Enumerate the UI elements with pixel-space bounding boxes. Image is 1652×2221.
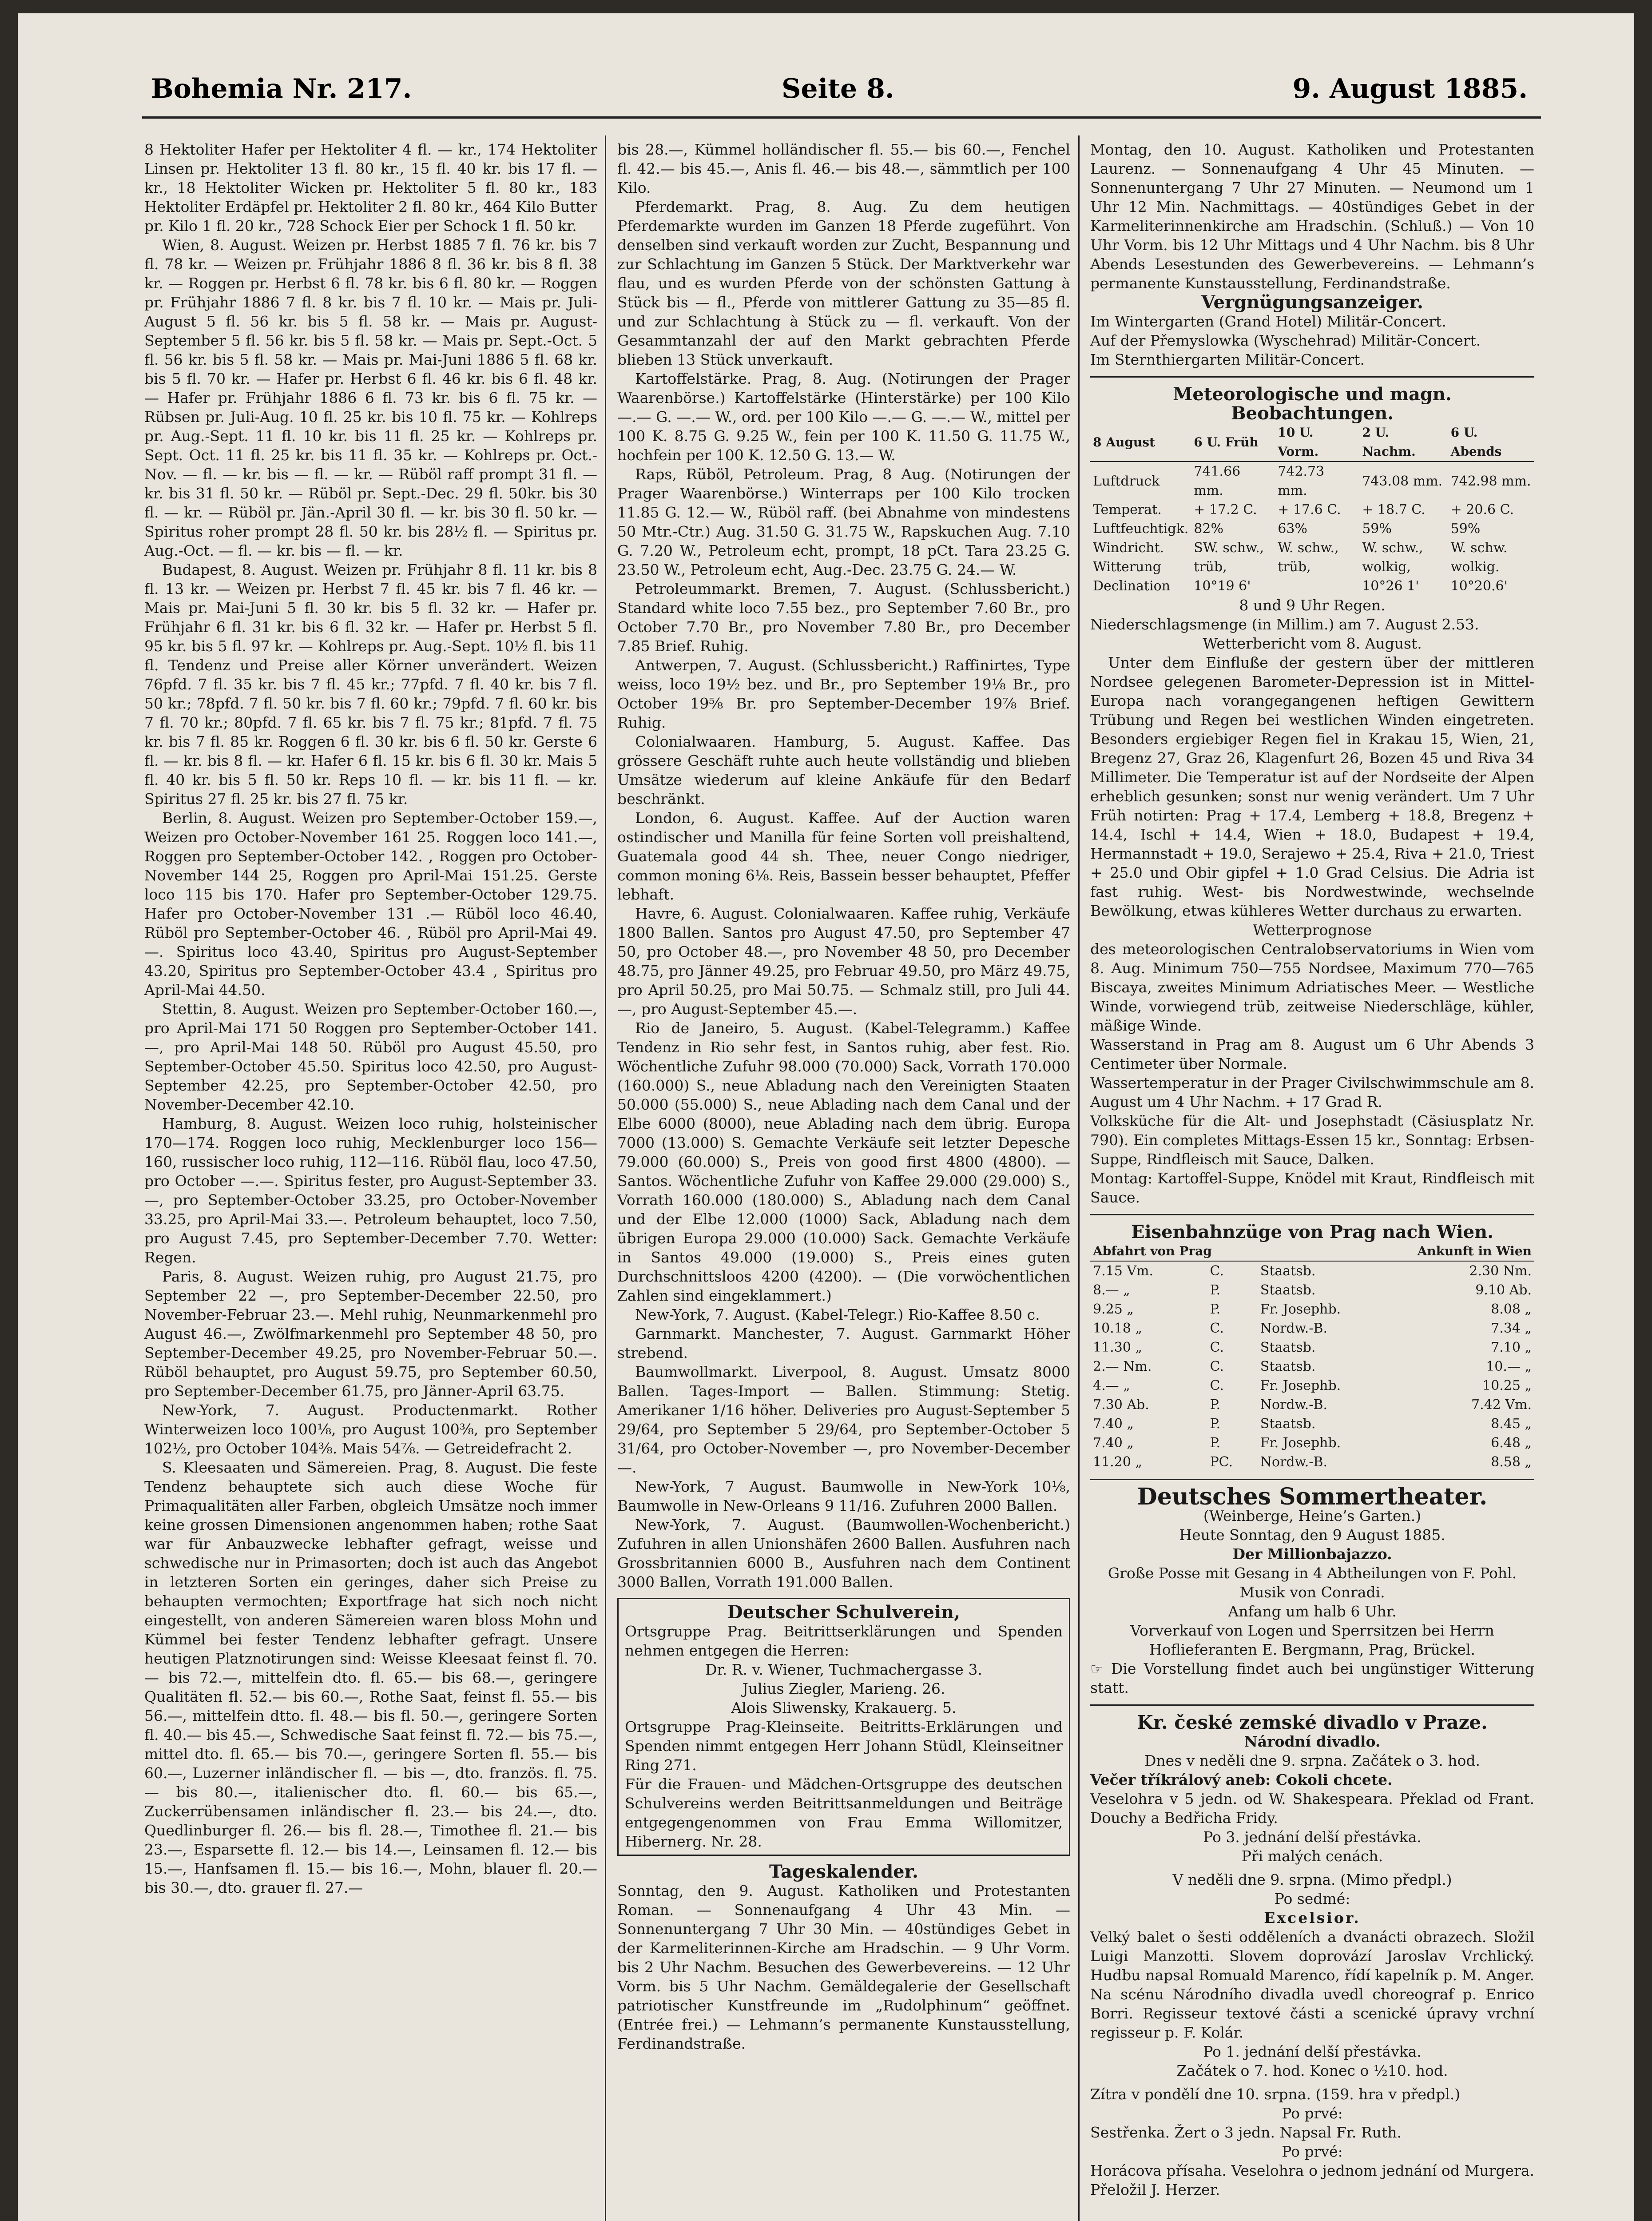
divadlo-subtitle: Národní divadlo. [1244, 1733, 1381, 1750]
table-row [1090, 1300, 1534, 1319]
meteo-cell: + 18.7 C. [1362, 502, 1426, 517]
market-paragraph: Budapest, 8. August. Weizen pr. Frühjahr 8 fl. 11 kr. bis 8 fl. 13 kr. — Weizen pr. Herbst 7 fl. 45 kr. bis 7 fl. 46 kr. — Mais pr. Mai-Juni 5 fl. 30 kr. bis 5 fl. 32 kr. — Hafer pr. Frühjahr 6 fl. 31 kr. bis 6 fl. 32 kr. — Hafer pr. Herbst 5 fl. 95 kr. bis 5 fl. 97 kr. — Kohlreps pr. Aug.-Sept. 10½ fl. bis 11 fl. Tendenz und Preise aller Körner unverändert. Weizen 76pfd. 7 fl. 35 kr. bis 7 fl. 45 kr.; 77pfd. 7 fl. 40 kr. bis 7 fl. 50 kr.; 78pfd. 7 fl. 50 kr. bis 7 fl. 60 kr.; 79pfd. 7 fl. 60 kr. bis 7 fl. 70 kr.; 80pfd. 7 fl. 65 kr. bis 7 fl. 75 kr.; 81pfd. 7 fl. 75 kr. bis 7 fl. 85 kr. Roggen 6 fl. 30 kr. bis 6 fl. 50 kr. Gerste 6 fl. — kr. bis 8 fl. — kr. Hafer 6 fl. 15 kr. bis 6 fl. 30 kr. Mais 5 fl. 40 kr. bis 5 fl. 50 kr. Reps 10 fl. — kr. bis 11 fl. — kr. Spiritus 27 fl. 25 kr. bis 27 fl. 75 kr. [144, 561, 597, 808]
page-header [151, 73, 1528, 115]
meteo-note: Niederschlagsmenge (in Millim.) am 7. August 2.53. [1090, 616, 1479, 633]
meteo-header: 10 U. Vorm. [1275, 423, 1359, 462]
meteo-note: Volksküche für die Alt- und Josephstadt (Cäsiusplatz Nr. 790). Ein completes Mittags-Essen 15 kr., Sonntag: Erbsen-Suppe, Rindfleisch mit Sauce, Dalken. [1090, 1112, 1534, 1168]
eisenbahn-cell: Staatsb. [1260, 1263, 1316, 1279]
meteo-cell: 743.08 mm. [1362, 473, 1443, 489]
eisenbahn-cell: 7.42 Vm. [1471, 1397, 1532, 1413]
meteo-table [1090, 423, 1534, 596]
sommertheater-line: ☞ Die Vorstellung findet auch bei ungünstiger Witterung statt. [1090, 1660, 1534, 1696]
divadlo-line: V neděli dne 9. srpna. (Mimo předpl.) [1172, 1871, 1452, 1888]
meteo-cell: Witterung [1093, 559, 1161, 575]
eisenbahn-cell: PC. [1210, 1454, 1233, 1470]
calendar-monday: Montag, den 10. August. Katholiken und Protestanten Laurenz. — Sonnenaufgang 4 Uhr 45 Minuten. — Sonnenuntergang 7 Uhr 27 Minuten. — Neumond um 1 Uhr 12 Min. Nachmittags. — 40stündiges Gebet in der Karmeliterinnenkirche am Hradschin. (Schluß.) — Von 10 Uhr Vorm. bis 12 Uhr Mittags und 4 Uhr Nachm. bis 8 Uhr Abends Lesestunden des Gewerbevereins. — Lehmann’s permanente Kunstausstellung, Ferdinandstraße. [1090, 141, 1534, 292]
meteo-row [1090, 462, 1534, 500]
table-row [1090, 1261, 1534, 1281]
meteo-cell: W. schw., [1278, 540, 1339, 556]
eisenbahn-cell: Fr. Josephb. [1260, 1435, 1341, 1451]
table-row [1090, 1453, 1534, 1472]
table-row [1090, 1357, 1534, 1376]
eisenbahn-title: Eisenbahnzüge von Prag nach Wien. [1131, 1222, 1494, 1242]
sommertheater-title: Deutsches Sommertheater. [1137, 1483, 1488, 1510]
divadlo-line: Po prvé: [1282, 2105, 1343, 2122]
weather-report: Unter dem Einfluße der gestern über der mittleren Nordsee gelegenen Barometer-Depression ist in Mittel-Europa nach vorangegangenen heftigen Gewittern Trübung und Regen bei westlichen Winden eingetreten. Besonders ergiebiger Regen fiel in Krakau 15, Wien, 21, Bregenz 27, Graz 26, Klagenfurt 26, Bozen 45 und Riva 34 Millimeter. Die Temperatur ist auf der Nordseite der Alpen erheblich gesunken; sonst nur wenig verändert. Um 7 Uhr Früh notirten: Prag + 17.4, Lemberg + 18.8, Bregenz + 14.4, Ischl + 14.4, Wien + 18.0, Budapest + 19.4, Hermannstadt + 19.0, Serajewo + 25.4, Riva + 21.0, Triest + 25.0 und Obir gipfel + 1.0 Grad Celsius. Die Adria ist fast ruhig. West- bis Nordwestwinde, wechselnde Bewölkung, etwas kühleres Wetter durchaus zu erwarten. [1090, 654, 1534, 919]
vergnuegung-line: Im Sternthiergarten Militär-Concert. [1090, 351, 1365, 368]
eisenbahn-table [1090, 1242, 1534, 1472]
eisenbahn-cell: C. [1210, 1263, 1224, 1279]
divadlo-line: Zítra v pondělí dne 10. srpna. (159. hra v předpl.) [1090, 2086, 1461, 2103]
market-paragraph: Hamburg, 8. August. Weizen loco ruhig, holsteinischer 170—174. Roggen loco ruhig, Mecklenburger loco 156—160, russischer loco ruhig, 112—116. Rüböl flau, loco 47.50, pro October —.—. Spiritus fester, pro August-September 33.—, pro September-October 33.25, pro October-November 33.25, pro April-Mai 33.—. Petroleum behauptet, loco 7.50, pro August 7.45, pro September-December 7.70. Wetter: Regen. [144, 1115, 597, 1266]
table-row [1090, 1281, 1534, 1300]
market-paragraph: Raps, Rüböl, Petroleum. Prag, 8 Aug. (Notirungen der Prager Waarenbörse.) Winterraps per 100 Kilo trocken 11.85 G. 12.— W., Rüböl raff. (bei Abnahme von mindestens 50 Mtr.-Ctr.) Aug. 31.50 G. 31.75 W., Rapskuchen Aug. 7.10 G. 7.20 W., Petroleum echt, prompt, 18 pCt. Tara 23.25 G. 23.50 W., Petroleum echt, Aug.-Dec. 23.75 G. 24.— W. [617, 466, 1070, 578]
meteo-cell: wolkig. [1450, 559, 1500, 575]
table-row [1090, 1433, 1534, 1453]
eisenbahn-cell: C. [1210, 1321, 1224, 1336]
eisenbahn-cell: 4.— „ [1093, 1378, 1130, 1393]
eisenbahn-cell: P. [1210, 1282, 1221, 1298]
meteo-row [1090, 519, 1534, 538]
eisenbahn-cell: 7.40 „ [1093, 1416, 1134, 1432]
schulverein-line: Alois Sliwensky, Krakauerg. 5. [731, 1699, 957, 1716]
eisenbahn-header-row [1090, 1242, 1534, 1261]
meteo-cell: 742.98 mm. [1450, 473, 1531, 489]
column-notices [1090, 140, 1534, 2199]
market-paragraph: Wien, 8. August. Weizen pr. Herbst 1885 7 fl. 76 kr. bis 7 fl. 78 kr. — Weizen pr. Frühjahr 1886 8 fl. 36 kr. bis 8 fl. 38 kr. — Roggen pr. Herbst 6 fl. 78 kr. bis 6 fl. 80 kr. — Roggen pr. Frühjahr 1886 7 fl. 8 kr. bis 7 fl. 10 kr. — Mais pr. Juli-August 5 fl. 56 kr. bis 5 fl. 58 kr. — Mais pr. August-September 5 fl. 56 kr. bis 5 fl. 58 kr. — Mais pr. Sept.-Oct. 5 fl. 56 kr. bis 5 fl. 58 kr. — Mais pr. Mai-Juni 1886 5 fl. 68 kr. bis 5 fl. 70 kr. — Hafer pr. Herbst 6 fl. 46 kr. bis 6 fl. 48 kr. — Hafer pr. Frühjahr 1886 6 fl. 73 kr. bis 6 fl. 75 kr. — Rübsen pr. Juli-Aug. 10 fl. 25 kr. bis 10 fl. 75 kr. — Kohlreps pr. Aug.-Sept. 11 fl. 10 kr. bis 11 fl. 25 kr. — Kohlreps pr. Sept. Oct. 11 fl. 25 kr. bis 11 fl. 35 kr. — Kohlreps pr. Oct.-Nov. — fl. — kr. bis — fl. — kr. — Rüböl raff prompt 31 fl. — kr. bis 31 fl. 50 kr. — Rüböl pr. Sept.-Dec. 29 fl. 50kr. bis 30 fl. — kr. — Rüböl pr. Jän.-April 30 fl. — kr. bis 30 fl. 50 kr. — Spiritus roher prompt 28 fl. 50 kr. bis 28½ fl. — Spiritus pr. Aug.-Oct. — fl. — kr. bis — fl. — kr. [144, 236, 597, 559]
section-divider [1090, 1479, 1534, 1480]
meteo-note: des meteorologischen Centralobservatoriums in Wien vom 8. Aug. Minimum 750—755 Nordsee, Maximum 770—765 Biscaya, zweites Minimum Adriatisches Meer. — Westliche Winde, vorwiegend trüb, zeitweise Niederschläge, kühler, mäßige Winde. [1090, 940, 1534, 1034]
meteo-cell: Temperat. [1093, 502, 1162, 517]
market-paragraph: Rio de Janeiro, 5. August. (Kabel-Telegramm.) Kaffee Tendenz in Rio sehr fest, in Santos ruhig, aber fest. Rio. Wöchentliche Zufuhr 98.000 (70.000) Sack, Vorrath 170.000 (160.000) S., neue Abladung nach den Vereinigten Staaten 50.000 (55.000) S., neue Ablading nach dem Canal und der Elbe 6000 (8000), neue Ablading nach dem übrig. Europa 7000 (13.000) S. Gemachte Verkäufe seit letzter Depesche 79.000 (60.000) S., Preis von good first 4800 (4800). — Santos. Wöchentliche Zufuhr von Kaffee 29.000 (29.000) S., Vorrath 160.000 (180.000) S., Abladung nach dem Canal und der Elbe 12.000 (1000) Sack, Abladung nach dem übrigen Europa 29.000 (10.000) Sack. Gemachte Verkäufe in Santos 49.000 (19.000) S., Preis eines guten Durchschnittsloos 4200 (4200). — (Die vorwöchentlichen Zahlen sind eingeklammert.) [617, 1019, 1070, 1304]
eisenbahn-cell: 2.— Nm. [1093, 1359, 1152, 1374]
meteo-cell: + 20.6 C. [1450, 502, 1514, 517]
vergnuegung-line: Auf der Přemyslowka (Wyschehrad) Militär-Concert. [1090, 332, 1481, 349]
meteo-cell: 10°20.6' [1450, 578, 1508, 594]
meteo-cell: 82% [1194, 521, 1223, 537]
meteo-cell: 742.73 mm. [1278, 464, 1325, 498]
market-paragraph: Baumwollmarkt. Liverpool, 8. August. Umsatz 8000 Ballen. Tages-Import — Ballen. Stimmung: Stetig. Amerikaner 1/16 höher. Deliveries pro August-September 5 29/64, pro September 5 29/64, pro September-October 5 31/64, pro October-November —, pro November-December —. [617, 1363, 1070, 1476]
schulverein-title: Deutscher Schulverein, [727, 1602, 961, 1623]
meteo-row [1090, 500, 1534, 519]
sommertheater-line: Heute Sonntag, den 9 August 1885. [1179, 1526, 1446, 1544]
column-rule-1 [605, 135, 606, 2221]
divadlo-line: Sestřenka. Žert o 3 jedn. Napsal Fr. Ruth. [1090, 2124, 1402, 2141]
table-row [1090, 1338, 1534, 1357]
meteo-header: 6 U. Abends [1448, 423, 1534, 462]
market-paragraph: Berlin, 8. August. Weizen pro September-October 159.—, Weizen pro October-November 161 25. Roggen loco 141.—, Roggen pro September-October 142. , Roggen pro October-November 144 25, Roggen pro April-Mai 151.25. Gerste loco 115 bis 170. Hafer pro September-October 129.75. Hafer pro October-November 131 .— Rüböl loco 46.40, Rüböl pro September-October 46. , Rüböl pro April-Mai 49.—. Spiritus loco 43.40, Spiritus pro August-September 43.20, Spiritus pro September-October 43.4 , Spiritus pro April-Mai 44.50. [144, 809, 597, 999]
market-paragraph: Petroleummarkt. Bremen, 7. August. (Schlussbericht.) Standard white loco 7.55 bez., pro September 7.60 Br., pro October 7.70 Br., pro November 7.80 Br., pro December 7.85 Brief. Ruhig. [617, 580, 1070, 655]
tageskalender-text: Sonntag, den 9. August. Katholiken und Protestanten Roman. — Sonnenaufgang 4 Uhr 43 Min. — Sonnenuntergang 7 Uhr 30 Min. — 40stündiges Gebet in der Karmeliterinnen-Kirche am Hradschin. — 9 Uhr Vorm. bis 2 Uhr Nachm. Besuchen des Gewerbevereins. — 12 Uhr Vorm. bis 5 Uhr Nachm. Gemäldegalerie der Gesellschaft patriotischer Kunstfreunde im „Rudolphinum“ geöffnet. (Entrée frei.) — Lehmann’s permanente Kunstausstellung, Ferdinandstraße. [617, 1882, 1070, 2052]
eisenbahn-cell: Fr. Josephb. [1260, 1302, 1341, 1317]
table-row [1090, 1395, 1534, 1414]
eisenbahn-cell: C. [1210, 1340, 1224, 1355]
schulverein-line: Für die Frauen- und Mädchen-Ortsgruppe des deutschen Schulvereins werden Beitrittsanmeldungen und Beiträge entgegengenommen von Frau Emma Willomitzer, Hibernerg. Nr. 28. [625, 1775, 1063, 1850]
eisenbahn-cell: 10.18 „ [1093, 1321, 1142, 1336]
market-paragraph: Pferdemarkt. Prag, 8. Aug. Zu dem heutigen Pferdemarkte wurden im Ganzen 18 Pferde zugeführt. Von denselben sind verkauft worden zur Zucht, Bespannung und zur Schlachtung im Ganzen 5 Stück. Der Marktverkehr war flau, und es wurden Pferde von der schönsten Gattung à Stück bis — fl., Pferde von mittlerer Gattung zu 35—85 fl. und zur Schlachtung à Stück zu — fl. verkauft. Von der Gesammtanzahl der auf den Markt gebrachten Pferde blieben 13 Stück unverkauft. [617, 198, 1070, 368]
divadlo-line: Dnes v neděli dne 9. srpna. Začátek o 3. hod. [1144, 1752, 1481, 1769]
meteo-cell: wolkig, [1362, 559, 1411, 575]
schulverein-line: Dr. R. v. Wiener, Tuchmachergasse 3. [705, 1661, 982, 1678]
eisenbahn-cell: 8.— „ [1093, 1282, 1130, 1298]
eisenbahn-header: Ankunft in Wien [1373, 1242, 1534, 1261]
meteo-title: Meteorologische und magn. Beobachtungen. [1173, 384, 1452, 424]
divadlo-line: Po 1. jednání delší přestávka. [1203, 2043, 1422, 2060]
sommertheater-line: Vorverkauf von Logen und Sperrsitzen bei Herrn Hoflieferanten E. Bergmann, Prag, Brückel. [1130, 1622, 1494, 1658]
meteo-cell: trüb, [1278, 559, 1311, 575]
eisenbahn-cell: P. [1210, 1416, 1221, 1432]
meteo-cell: 10°26 1' [1362, 578, 1419, 594]
eisenbahn-cell: 2.30 Nm. [1469, 1263, 1532, 1279]
meteo-row [1090, 538, 1534, 557]
meteo-row [1090, 557, 1534, 577]
meteo-note: Wetterprognose [1252, 921, 1372, 939]
eisenbahn-cell: P. [1210, 1397, 1221, 1413]
masthead-title: Bohemia Nr. 217. [151, 73, 412, 104]
meteo-cell: + 17.6 C. [1278, 502, 1341, 517]
meteo-note: Wasserstand in Prag am 8. August um 6 Uhr Abends 3 Centimeter über Normale. [1090, 1036, 1534, 1072]
market-paragraph: Colonialwaaren. Hamburg, 5. August. Kaffee. Das grössere Geschäft ruhte auch heute vollständig und blieben Umsätze wiederum auf kleine Ankäufe für den Bedarf beschränkt. [617, 733, 1070, 808]
eisenbahn-cell: Nordw.-B. [1260, 1321, 1328, 1336]
meteo-cell: Windricht. [1093, 540, 1164, 556]
sommertheater-line: (Weinberge, Heine’s Garten.) [1203, 1507, 1422, 1524]
column-rule-2 [1078, 135, 1080, 2221]
eisenbahn-cell: Fr. Josephb. [1260, 1378, 1341, 1393]
eisenbahn-cell: 8.08 „ [1491, 1302, 1532, 1317]
meteo-cell: W. schw., [1362, 540, 1423, 556]
eisenbahn-cell: 7.10 „ [1491, 1340, 1532, 1355]
meteo-cell: Luftdruck [1093, 473, 1160, 489]
eisenbahn-cell: 8.45 „ [1491, 1416, 1532, 1432]
meteo-cell: 63% [1278, 521, 1307, 537]
market-paragraph: London, 6. August. Kaffee. Auf der Auction waren ostindischer und Manilla für feine Sorten voll preishaltend, Guatemala good 44 sh. Thee, neuer Congo niedriger, common moning 6⅛. Reis, Bassein besser behauptet, Pfeffer lebhaft. [617, 809, 1070, 903]
divadlo-line: Velký balet o šesti odděleních a dvanácti obrazech. Složil Luigi Manzotti. Slovem doprovází Jaroslav Vrchlický. Hudbu napsal Romuald Marenco, řídí kapelník p. M. Anger. Na scénu Národního divadla uvedl choreograf p. Enrico Borri. Regisseur textové části a scenické úpravy vrchní regisseur p. F. Kolár. [1090, 1928, 1534, 2041]
eisenbahn-cell: Staatsb. [1260, 1282, 1316, 1298]
eisenbahn-cell: 11.20 „ [1093, 1454, 1142, 1470]
eisenbahn-header: Abfahrt von Prag [1090, 1242, 1258, 1261]
meteo-cell: 741.66 mm. [1194, 464, 1241, 498]
eisenbahn-cell: 6.48 „ [1491, 1435, 1532, 1451]
meteo-row [1090, 577, 1534, 596]
eisenbahn-cell: 10.— „ [1486, 1359, 1532, 1374]
schulverein-line: Ortsgruppe Prag-Kleinseite. Beitritts-Erklärungen und Spenden nimmt entgegen Herr Johann Stüdl, Kleinseitner Ring 271. [625, 1718, 1063, 1774]
table-row [1090, 1414, 1534, 1433]
vergnuegung-title: Vergnügungsanzeiger. [1201, 292, 1423, 313]
eisenbahn-cell: 7.40 „ [1093, 1435, 1134, 1451]
meteo-header: 6 U. Früh [1191, 423, 1275, 462]
meteo-header: 2 U. Nachm. [1359, 423, 1448, 462]
tageskalender-title: Tageskalender. [769, 1861, 918, 1882]
table-row [1090, 1376, 1534, 1395]
market-paragraph: bis 28.—, Kümmel holländischer fl. 55.— bis 60.—, Fenchel fl. 42.— bis 45.—, Anis fl. 46.— bis 48.—, sämmtlich per 100 Kilo. [617, 141, 1070, 196]
eisenbahn-cell: P. [1210, 1435, 1221, 1451]
schulverein-notice [617, 1598, 1070, 1856]
eisenbahn-cell: Staatsb. [1260, 1340, 1316, 1355]
divadlo-line: Excelsior. [1264, 1909, 1361, 1926]
eisenbahn-cell: 9.10 Ab. [1475, 1282, 1532, 1298]
meteo-cell: 10°19 6' [1194, 578, 1251, 594]
sommertheater-line: Große Posse mit Gesang in 4 Abtheilungen von F. Pohl. Musik von Conradi. [1108, 1564, 1517, 1601]
meteo-cell: SW. schw., [1194, 540, 1264, 556]
eisenbahn-cell: 9.25 „ [1093, 1302, 1134, 1317]
eisenbahn-cell: 7.34 „ [1491, 1321, 1532, 1336]
meteo-cell: + 17.2 C. [1194, 502, 1257, 517]
divadlo-title: Kr. české zemské divadlo v Praze. [1137, 1712, 1488, 1733]
market-paragraph: Stettin, 8. August. Weizen pro September-October 160.—, pro April-Mai 171 50 Roggen pro September-October 141.—, pro April-Mai 148 50. Rüböl pro August 45.50, pro September-October 45.50. Spiritus loco 42.50, pro August-September 42.25, pro September-October 42.50, pro November-December 42.10. [144, 1000, 597, 1113]
eisenbahn-cell: 7.15 Vm. [1093, 1263, 1153, 1279]
eisenbahn-cell: 10.25 „ [1482, 1378, 1532, 1393]
market-paragraph: New-York, 7. August. Productenmarkt. Rother Winterweizen loco 100⅛, pro August 100⅜, pro September 102½, pro October 104⅜. Mais 54⅞. — Getreidefracht 2. [144, 1401, 597, 1457]
meteo-cell: trüb, [1194, 559, 1227, 575]
schulverein-line: Julius Ziegler, Marieng. 26. [742, 1680, 945, 1697]
divadlo-line: Po 3. jednání delší přestávka. [1203, 1828, 1422, 1846]
meteo-note: 8 und 9 Uhr Regen. [1239, 597, 1386, 614]
section-divider [1090, 1214, 1534, 1215]
divadlo-line: Veselohra v 5 jedn. od W. Shakespeara. Překlad od Frant. Douchy a Bedřicha Fridy. [1090, 1790, 1534, 1827]
market-paragraph: Garnmarkt. Manchester, 7. August. Garnmarkt Höher strebend. [617, 1325, 1070, 1361]
market-paragraph: S. Kleesaaten und Sämereien. Prag, 8. August. Die feste Tendenz behauptete sich auch diese Woche für Primaqualitäten aller Farben, obgleich Umsätze noch immer keine grossen Dimensionen angenommen haben; rothe Saat war für Anbauzwecke lebhafter gefragt, weisse und schwedische nur in Primasorten; doch ist auch das Angebot in letzteren Sorten ein geringes, daher sich Preise zu behaupten vermochten; Exportfrage hat sich noch nicht eingestellt, von anderen Sämereien waren bloss Mohn und Kümmel bei fester Tendenz lebhafter gefragt. Unsere heutigen Platznotirungen sind: Weisse Kleesaat feinst fl. 70.— bis 72.—, mittelfein dto. fl. 65.— bis 68.—, geringere Qualitäten fl. 52.— bis 60.—, Rothe Saat, feinst fl. 55.— bis 56.—, mittelfein dtto. fl. 48.— bis fl. 50.—, geringere Sorten fl. 40.— bis 45.—, Schwedische Saat feinst fl. 72.— bis 75.—, mittel dto. fl. 65.— bis 70.—, geringere Sorten fl. 55.— bis 60.—, Luzerner inländischer fl. — bis —, dto. französ. fl. 75.— bis 80.—, italienischer dto. fl. 60.— bis 65.—, Zuckerrübensamen inländischer fl. 23.— bis 24.—, dto. Quedlinburger fl. 26.— bis fl. 28.—, Timothee fl. 21.— bis 23.—, Esparsette fl. 12.— bis 14.—, Leinsamen fl. 12.— bis 15.—, Hanfsamen fl. 15.— bis 16.—, Mohn, blauer fl. 20.— bis 30.—, dto. grauer fl. 27.— [144, 1459, 597, 1896]
header-rule [142, 116, 1541, 119]
meteo-cell: 59% [1450, 521, 1481, 537]
eisenbahn-cell: 8.58 „ [1491, 1454, 1532, 1470]
divadlo-line: Začátek o 7. hod. Konec o ½10. hod. [1176, 2062, 1448, 2079]
section-divider [1090, 376, 1534, 378]
eisenbahn-header [1258, 1242, 1373, 1261]
eisenbahn-cell: C. [1210, 1359, 1224, 1374]
eisenbahn-cell: Staatsb. [1260, 1359, 1316, 1374]
market-paragraph: Havre, 6. August. Colonialwaaren. Kaffee ruhig, Verkäufe 1800 Ballen. Santos pro August 47.50, pro September 47 50, pro October 48.—, pro November 48 50, pro December 48.75, pro Jänner 49.25, pro Februar 49.50, pro März 49.75, pro April 50.25, pro Mai 50.75. — Schmalz still, pro Juli 44.—, pro August-September 45.—. [617, 905, 1070, 1018]
page-number: Seite 8. [782, 73, 894, 104]
meteo-header-row [1090, 423, 1534, 462]
meteo-note: Wetterbericht vom 8. August. [1203, 635, 1422, 652]
divadlo-line: Po sedmé: [1274, 1890, 1350, 1907]
section-divider [1090, 1704, 1534, 1706]
market-paragraph: New-York, 7. August. (Kabel-Telegr.) Rio-Kaffee 8.50 c. [635, 1306, 1040, 1323]
meteo-cell: W. schw. [1450, 540, 1508, 556]
sommertheater-line: Der Millionbajazzo. [1232, 1545, 1392, 1563]
market-paragraph: New-York, 7. August. (Baumwollen-Wochenbericht.) Zufuhren in allen Unionshäfen 2600 Ballen. Ausfuhren nach Grossbritannien 6000 B., Ausfuhren nach dem Continent 3000 Ballen, Vorrath 191.000 Ballen. [617, 1516, 1070, 1591]
eisenbahn-cell: Nordw.-B. [1260, 1454, 1328, 1470]
column-market-reports-2 [617, 140, 1070, 2053]
eisenbahn-cell: C. [1210, 1378, 1224, 1393]
newspaper-page [18, 13, 1634, 2221]
divadlo-line: Horácova přísaha. Veselohra o jednom jednání od Murgera. Přeložil J. Herzer. [1090, 2162, 1534, 2198]
eisenbahn-cell: 7.30 Ab. [1093, 1397, 1149, 1413]
market-paragraph: New-York, 7 August. Baumwolle in New-York 10⅛, Baumwolle in New-Orleans 9 11/16. Zufuhren 2000 Ballen. [617, 1478, 1070, 1514]
eisenbahn-cell: Staatsb. [1260, 1416, 1316, 1432]
market-paragraph: Paris, 8. August. Weizen ruhig, pro August 21.75, pro September 22 —, pro September-December 22.50, pro November-Februar 23.—. Mehl ruhig, Neunmarkenmehl pro August 46.—, Zwölfmarkenmehl pro September 48 50, pro September-December 49.25, pro November-Februar 50.—. Rüböl behauptet, pro August 59.75, pro September 60.50, pro September-December 61.75, pro Jänner-April 63.75. [144, 1268, 597, 1400]
meteo-note: Montag: Kartoffel-Suppe, Knödel mit Kraut, Rindfleisch mit Sauce. [1090, 1170, 1534, 1206]
vergnuegung-line: Im Wintergarten (Grand Hotel) Militär-Concert. [1090, 313, 1446, 330]
meteo-note: Wassertemperatur in der Prager Civilschwimmschule am 8. August um 4 Uhr Nachm. + 17 Grad R. [1090, 1074, 1534, 1110]
meteo-header: 8 August [1090, 423, 1191, 462]
eisenbahn-cell: Nordw.-B. [1260, 1397, 1328, 1413]
issue-date: 9. August 1885. [1292, 73, 1528, 104]
eisenbahn-cell: 11.30 „ [1093, 1340, 1142, 1355]
table-row [1090, 1319, 1534, 1338]
column-market-reports-1 [144, 140, 597, 1897]
market-paragraph: 8 Hektoliter Hafer per Hektoliter 4 fl. — kr., 174 Hektoliter Linsen pr. Hektoliter 13 fl. 80 kr., 15 fl. 40 kr. bis 17 fl. — kr., 18 Hektoliter Wicken pr. Hektoliter 5 fl. 80 kr., 183 Hektoliter Erdäpfel pr. Hektoliter 2 fl. 80 kr., 464 Kilo Butter pr. Kilo 1 fl. 20 kr., 728 Schock Eier per Schock 1 fl. 50 kr. [144, 141, 597, 235]
divadlo-line: Při malých cenách. [1241, 1847, 1383, 1865]
meteo-cell: Declination [1093, 578, 1171, 594]
market-paragraph: Kartoffelstärke. Prag, 8. Aug. (Notirungen der Prager Waarenbörse.) Kartoffelstärke (Hinterstärke) per 100 Kilo —.— G. —.— W., ord. per 100 Kilo —.— G. —.— W., mittel per 100 K. 8.75 G. 9.25 W., fein per 100 K. 11.50 G. 11.75 W., hochfein per 100 K. 12.50 G. 13.— W. [617, 370, 1070, 464]
divadlo-line: Po prvé: [1282, 2143, 1343, 2160]
market-paragraph: Antwerpen, 7. August. (Schlussbericht.) Raffinirtes, Type weiss, loco 19½ bez. und Br., pro September 19⅛ Br., pro October 19⅝ Br. pro September-December 19⅞ Brief. Ruhig. [617, 657, 1070, 731]
divadlo-line: Večer tříkrálový aneb: Cokoli chcete. [1090, 1771, 1393, 1788]
sommertheater-line: Anfang um halb 6 Uhr. [1228, 1603, 1397, 1620]
meteo-cell: 59% [1362, 521, 1392, 537]
eisenbahn-cell: P. [1210, 1302, 1221, 1317]
schulverein-line: Ortsgruppe Prag. Beitrittserklärungen und Spenden nehmen entgegen die Herren: [625, 1623, 1063, 1659]
meteo-cell: Luftfeuchtigk. [1093, 521, 1189, 537]
meteo-cell [1275, 577, 1359, 596]
